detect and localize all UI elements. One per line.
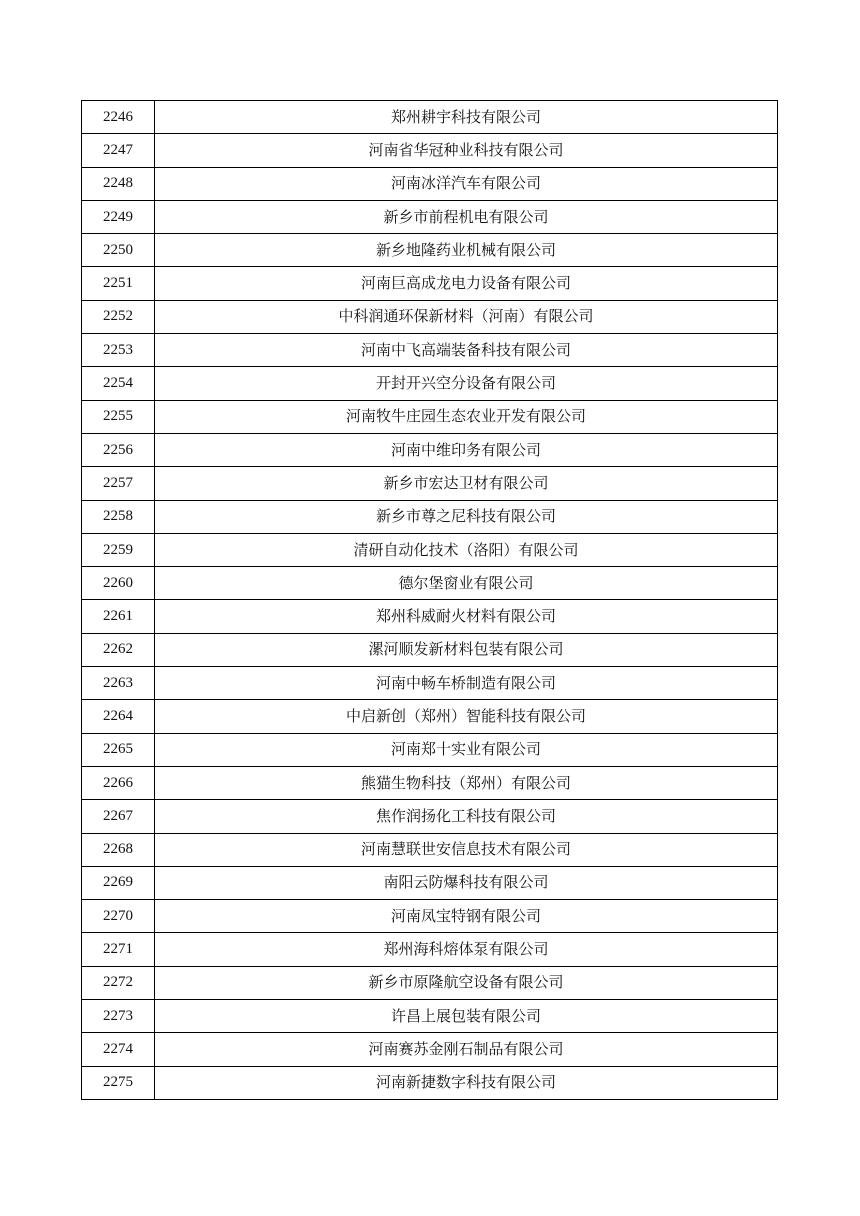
table-row	[82, 633, 778, 666]
company-name-cell: 河南冰洋汽车有限公司	[155, 167, 778, 200]
company-name-cell: 河南中维印务有限公司	[155, 433, 778, 466]
company-name-cell: 新乡市前程机电有限公司	[155, 200, 778, 233]
company-name-cell: 焦作润扬化工科技有限公司	[155, 800, 778, 833]
table-row	[82, 766, 778, 799]
row-number-cell: 2264	[82, 700, 155, 733]
row-number-cell: 2268	[82, 833, 155, 866]
company-name-cell: 河南郑十实业有限公司	[155, 733, 778, 766]
row-number-cell: 2248	[82, 167, 155, 200]
row-number-cell: 2261	[82, 600, 155, 633]
row-number-cell: 2252	[82, 300, 155, 333]
row-number-cell: 2254	[82, 367, 155, 400]
table-body	[82, 101, 778, 1100]
row-number-cell: 2259	[82, 533, 155, 566]
table-row	[82, 267, 778, 300]
company-name-cell: 德尔堡窗业有限公司	[155, 567, 778, 600]
table-row	[82, 667, 778, 700]
row-number-cell: 2273	[82, 1000, 155, 1033]
table-row	[82, 800, 778, 833]
table-row	[82, 533, 778, 566]
row-number-cell: 2255	[82, 400, 155, 433]
row-number-cell: 2251	[82, 267, 155, 300]
table-row	[82, 367, 778, 400]
row-number-cell: 2274	[82, 1033, 155, 1066]
company-name-cell: 河南慧联世安信息技术有限公司	[155, 833, 778, 866]
company-name-cell: 新乡市尊之尼科技有限公司	[155, 500, 778, 533]
company-name-cell: 河南赛苏金刚石制品有限公司	[155, 1033, 778, 1066]
table-row	[82, 101, 778, 134]
table-row	[82, 234, 778, 267]
table-row	[82, 400, 778, 433]
company-name-cell: 熊猫生物科技（郑州）有限公司	[155, 766, 778, 799]
company-name-cell: 河南牧牛庄园生态农业开发有限公司	[155, 400, 778, 433]
company-name-cell: 河南省华冠种业科技有限公司	[155, 134, 778, 167]
row-number-cell: 2265	[82, 733, 155, 766]
company-name-cell: 南阳云防爆科技有限公司	[155, 866, 778, 899]
company-name-cell: 许昌上展包装有限公司	[155, 1000, 778, 1033]
company-name-cell: 郑州耕宇科技有限公司	[155, 101, 778, 134]
row-number-cell: 2249	[82, 200, 155, 233]
row-number-cell: 2246	[82, 101, 155, 134]
company-name-cell: 清研自动化技术（洛阳）有限公司	[155, 533, 778, 566]
table-row	[82, 900, 778, 933]
table-row	[82, 966, 778, 999]
row-number-cell: 2267	[82, 800, 155, 833]
row-number-cell: 2266	[82, 766, 155, 799]
table-row	[82, 567, 778, 600]
table-row	[82, 334, 778, 367]
row-number-cell: 2260	[82, 567, 155, 600]
table-row	[82, 1066, 778, 1099]
row-number-cell: 2247	[82, 134, 155, 167]
table-row	[82, 300, 778, 333]
company-name-cell: 河南中飞高端装备科技有限公司	[155, 334, 778, 367]
table-row	[82, 467, 778, 500]
table-row	[82, 733, 778, 766]
company-name-cell: 河南新捷数字科技有限公司	[155, 1066, 778, 1099]
table-row	[82, 600, 778, 633]
table-row	[82, 433, 778, 466]
company-name-cell: 郑州科威耐火材料有限公司	[155, 600, 778, 633]
company-name-cell: 新乡地隆药业机械有限公司	[155, 234, 778, 267]
table-row	[82, 1033, 778, 1066]
table-row	[82, 134, 778, 167]
row-number-cell: 2272	[82, 966, 155, 999]
table-row	[82, 500, 778, 533]
table-row	[82, 700, 778, 733]
table-row	[82, 833, 778, 866]
company-list-table	[81, 100, 778, 1100]
row-number-cell: 2275	[82, 1066, 155, 1099]
row-number-cell: 2257	[82, 467, 155, 500]
row-number-cell: 2269	[82, 866, 155, 899]
company-name-cell: 河南凤宝特钢有限公司	[155, 900, 778, 933]
table-row	[82, 933, 778, 966]
company-name-cell: 河南中畅车桥制造有限公司	[155, 667, 778, 700]
row-number-cell: 2250	[82, 234, 155, 267]
row-number-cell: 2263	[82, 667, 155, 700]
company-name-cell: 中科润通环保新材料（河南）有限公司	[155, 300, 778, 333]
company-name-cell: 新乡市原隆航空设备有限公司	[155, 966, 778, 999]
company-name-cell: 开封开兴空分设备有限公司	[155, 367, 778, 400]
company-name-cell: 河南巨高成龙电力设备有限公司	[155, 267, 778, 300]
company-name-cell: 中启新创（郑州）智能科技有限公司	[155, 700, 778, 733]
table-row	[82, 1000, 778, 1033]
row-number-cell: 2262	[82, 633, 155, 666]
table-row	[82, 866, 778, 899]
table-row	[82, 200, 778, 233]
row-number-cell: 2258	[82, 500, 155, 533]
company-name-cell: 漯河顺发新材料包装有限公司	[155, 633, 778, 666]
table-row	[82, 167, 778, 200]
row-number-cell: 2253	[82, 334, 155, 367]
company-name-cell: 新乡市宏达卫材有限公司	[155, 467, 778, 500]
row-number-cell: 2271	[82, 933, 155, 966]
row-number-cell: 2256	[82, 433, 155, 466]
company-name-cell: 郑州海科熔体泵有限公司	[155, 933, 778, 966]
row-number-cell: 2270	[82, 900, 155, 933]
